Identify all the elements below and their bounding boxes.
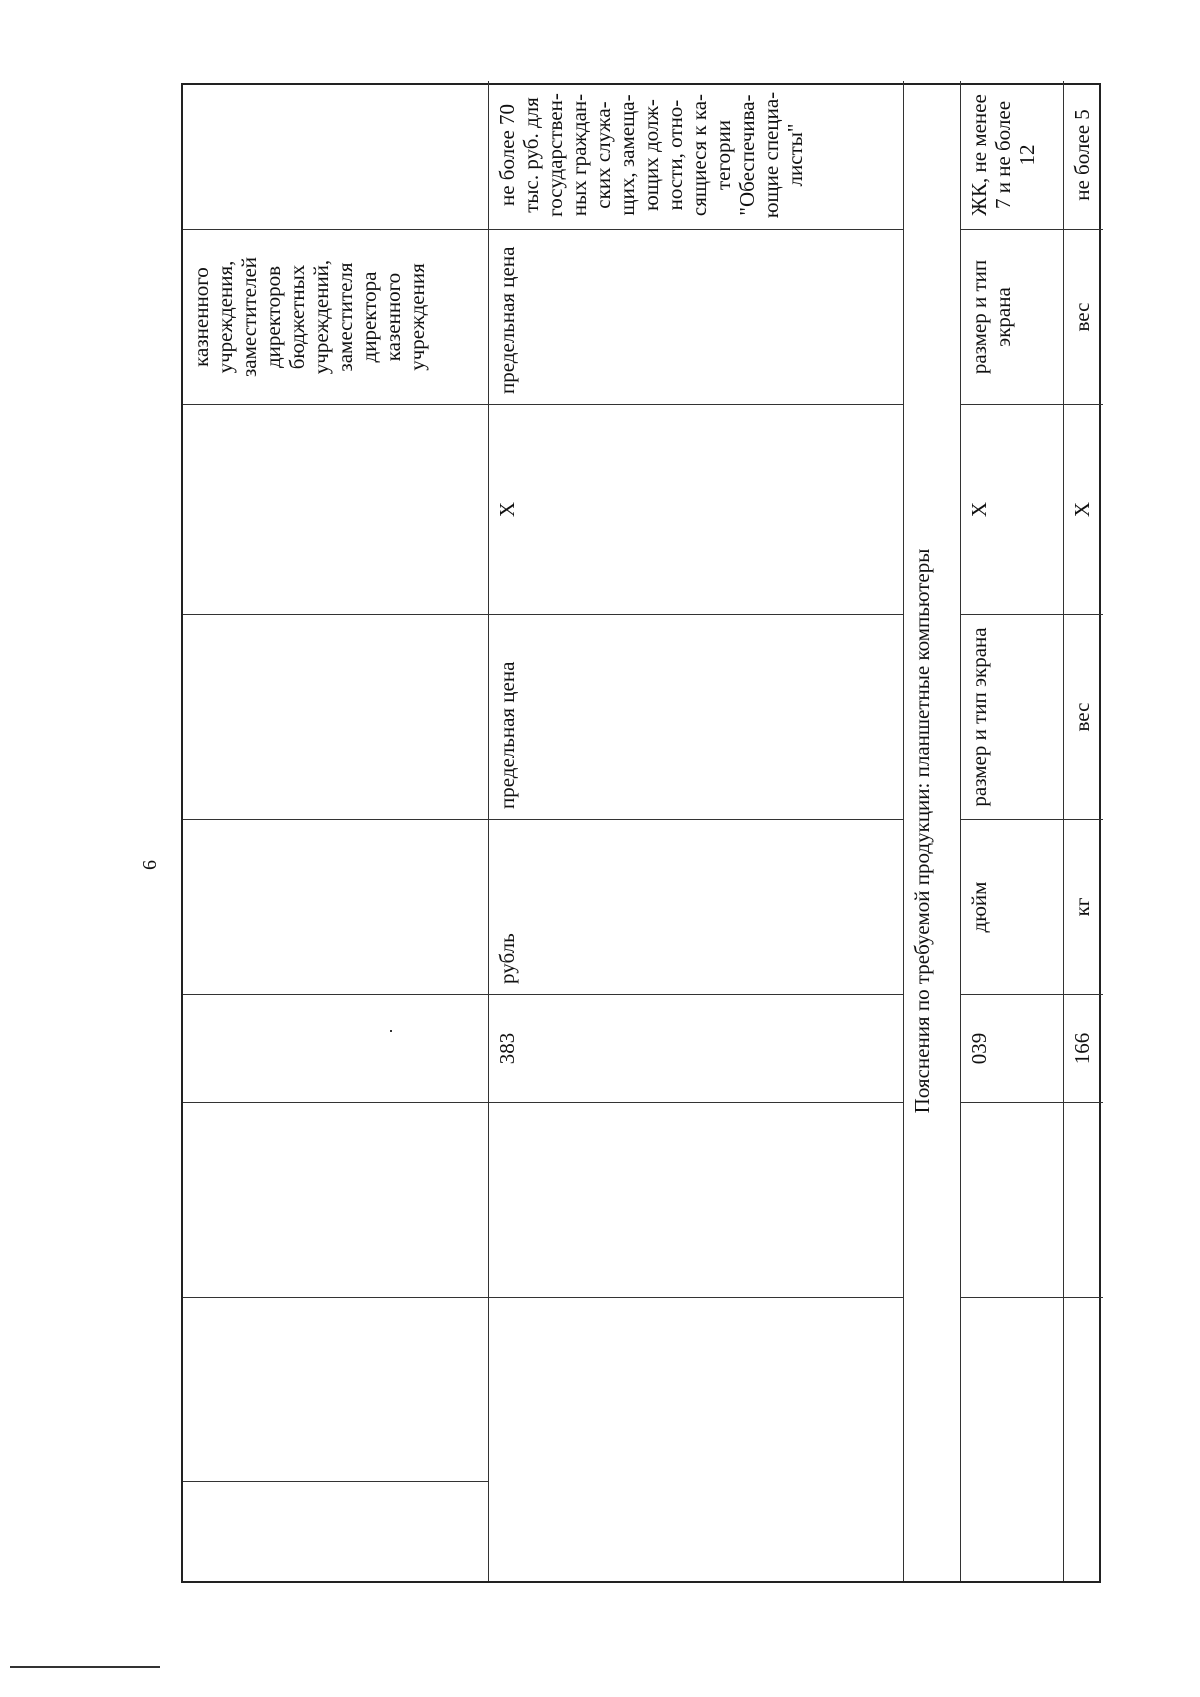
value-cell: X xyxy=(489,404,904,614)
value-cell: не более 70 тыс. руб. для государствен- ных граждан- ских служа- щих, замеща- ющих долж- ности, отно- сящиеся к ка- тегории "Обеспечива- ющие специа- листы" xyxy=(489,81,904,229)
characteristic-name-cell: предельная цена xyxy=(489,614,904,819)
okei-code-cell: 166 xyxy=(1064,994,1103,1102)
table-cell xyxy=(961,1102,1064,1297)
characteristic-name-cell: размер и тип экрана xyxy=(961,614,1064,819)
characteristic-name-cell: вес xyxy=(1064,229,1103,404)
table-cell xyxy=(183,819,489,994)
table-cell xyxy=(183,1297,489,1481)
unit-cell: дюйм xyxy=(961,819,1064,994)
unit-cell: кг xyxy=(1064,819,1103,994)
table-cell xyxy=(183,404,489,614)
table-cell xyxy=(183,81,489,229)
value-cell: не более 5 xyxy=(1070,109,1094,201)
section-header: Пояснения по требуемой продукции: планшетные компьютеры xyxy=(904,81,961,1581)
characteristic-name-cell: вес xyxy=(1064,614,1103,819)
value-cell: ЖК, не менее 7 и не более 12 xyxy=(961,81,1064,229)
position-characteristic-cell: казненного учреждения, заместителей директоров бюджетных учреждений, заместителя директора казенного учреждения xyxy=(183,229,489,404)
table-cell xyxy=(183,994,489,1102)
value-cell: X xyxy=(1064,404,1103,614)
table-cell xyxy=(1064,1297,1103,1581)
characteristic-name-cell: предельная цена xyxy=(489,229,904,404)
okei-code-cell: 383 xyxy=(489,994,904,1102)
table-cell xyxy=(183,614,489,819)
scan-dot-mark xyxy=(390,1030,392,1032)
requirements-table xyxy=(181,83,1101,1583)
table-cell xyxy=(489,1102,904,1297)
table-cell xyxy=(489,1297,904,1581)
table-cell xyxy=(183,1481,489,1581)
table-cell xyxy=(1064,1102,1103,1297)
unit-cell: рубль xyxy=(489,819,904,994)
value-cell: X xyxy=(961,404,1064,614)
page-number: 6 xyxy=(139,860,161,870)
table-cell xyxy=(183,1102,489,1297)
characteristic-name-cell: размер и тип экрана xyxy=(961,229,1064,404)
okei-code-cell: 039 xyxy=(961,994,1064,1102)
scan-line-mark xyxy=(10,1666,160,1668)
table-cell xyxy=(961,1297,1064,1581)
